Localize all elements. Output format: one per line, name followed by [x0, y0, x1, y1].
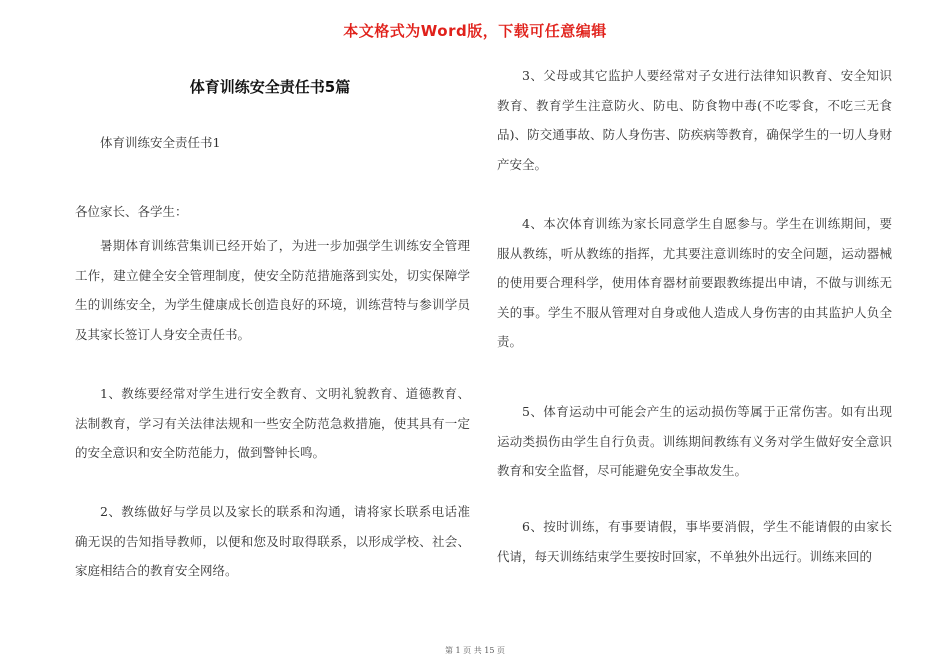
- paragraph-item-1: 1、教练要经常对学生进行安全教育、文明礼貌教育、道德教育、法制教育，学习有关法律法规和一些安全防范急救措施，使其具有一定的安全意识和安全防范能力，做到警钟长鸣。: [75, 386, 470, 460]
- format-banner: 本文格式为Word版，下载可任意编辑: [343, 22, 607, 40]
- paragraph-item-4: 4、本次体育训练为家长同意学生自愿参与。学生在训练期间，要服从教练，听从教练的指挥，尤其要注意训练时的安全问题，运动器械的使用要合理科学，使用体育器材前要跟教练提出申请，不做与训练无关的事。学生不服从管理对自身或他人造成人身伤害的由其监护人负全责。: [497, 216, 892, 349]
- paragraph-intro: 暑期体育训练营集训已经开始了，为进一步加强学生训练安全管理工作，建立健全安全管理制度，使安全防范措施落到实处，切实保障学生的训练安全，为学生健康成长创造良好的环境，训练营特与参训学员及其家长签订人身安全责任书。: [75, 238, 470, 342]
- document-subtitle: 体育训练安全责任书1: [100, 135, 221, 150]
- paragraph-item-6: 6、按时训练，有事要请假，事毕要消假，学生不能请假的由家长代请，每天训练结束学生要按时回家，不单独外出远行。训练来回的: [497, 519, 892, 564]
- paragraph-item-3: 3、父母或其它监护人要经常对子女进行法律知识教育、安全知识教育、教育学生注意防火、防电、防食物中毒(不吃零食，不吃三无食品)、防交通事故、防人身伤害、防疾病等教育，确保学生的一切人身财产安全。: [497, 68, 892, 172]
- page-footer: 第 1 页 共 15 页: [445, 646, 505, 655]
- paragraph-item-2: 2、教练做好与学员以及家长的联系和沟通，请将家长联系电话准确无误的告知指导教师，以便和您及时取得联系，以形成学校、社会、家庭相结合的教育安全网络。: [75, 504, 470, 578]
- paragraph-item-5: 5、体育运动中可能会产生的运动损伤等属于正常伤害。如有出现运动类损伤由学生自行负责。训练期间教练有义务对学生做好安全意识教育和安全监督，尽可能避免安全事故发生。: [497, 404, 892, 478]
- greeting: 各位家长、各学生：: [75, 204, 188, 219]
- document-title: 体育训练安全责任书5篇: [189, 78, 351, 96]
